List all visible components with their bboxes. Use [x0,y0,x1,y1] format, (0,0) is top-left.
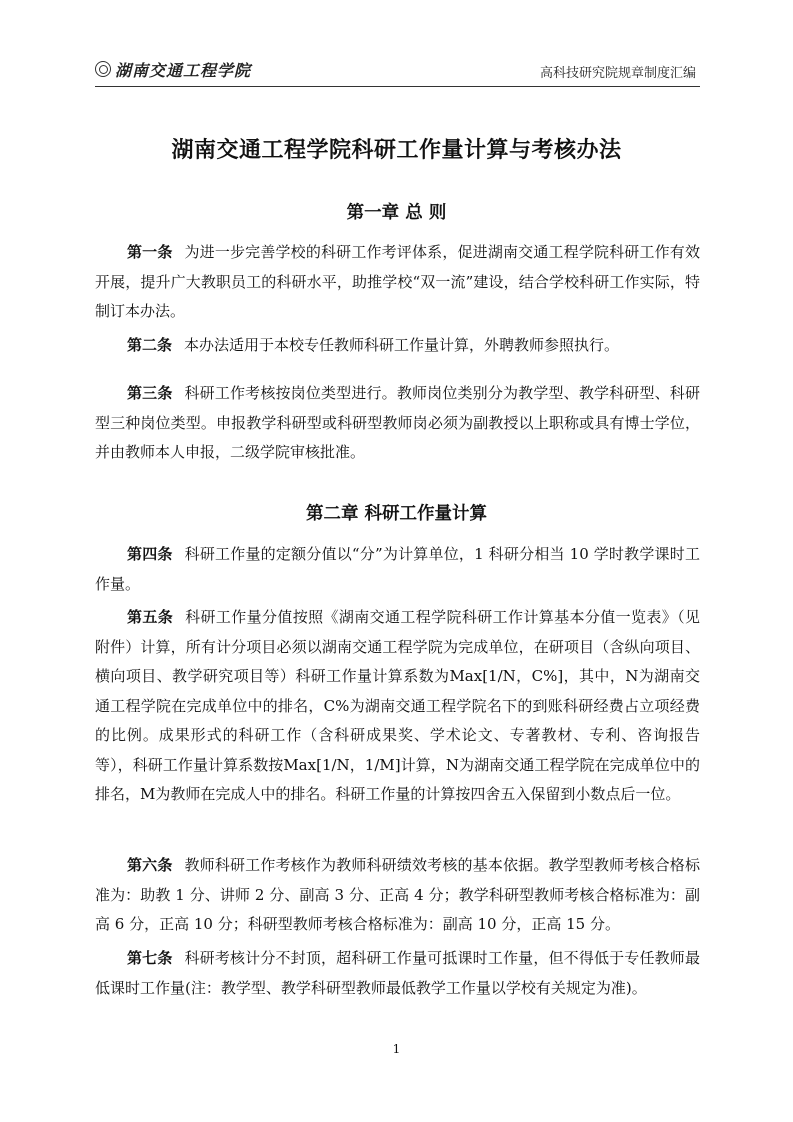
page-header [95,56,700,87]
article-text: 科研工作量分值按照《湖南交通工程学院科研工作计算基本分值一览表》（见附件）计算，所有计分项目必须以湖南交通工程学院为完成单位，在研项目（含纵向项目、横向项目、教学研究项目等）科研工作量计算系数为Max[1/N，C%]，其中，N为湖南交通工程学院在完成单位中的排名，C%为湖南交通工程学院名下的到账科研经费占立项经费的比例。成果形式的科研工作（含科研成果奖、学术论文、专著教材、专利、咨询报告等），科研工作量计算系数按Max[1/N，1/M]计算，N为湖南交通工程学院在完成单位中的排名，M为教师在完成人中的排名。科研工作量的计算按四舍五入保留到小数点后一位。 [95,608,700,803]
article-3 [95,379,700,468]
document-title: 湖南交通工程学院科研工作量计算与考核办法 [171,138,622,163]
article-label: 第五条 [127,608,174,626]
article-label: 第六条 [127,856,173,874]
article-label: 第二条 [127,336,173,354]
logo-text: 湖南交通工程学院 [115,60,252,80]
header-collection-title: 高科技研究院规章制度汇编 [539,66,696,81]
school-seal-icon [95,61,111,77]
article-label: 第七条 [127,949,173,967]
article-label: 第三条 [127,384,173,402]
article-7 [95,944,700,1003]
article-4 [95,540,700,599]
article-2 [95,331,700,361]
article-5 [95,603,700,810]
article-text: 科研工作考核按岗位类型进行。教师岗位类别分为教学型、教学科研型、科研型三种岗位类型。申报教学科研型或科研型教师岗必须为副教授以上职称或具有博士学位，并由教师本人申报，二级学院审核批准。 [95,384,700,461]
article-label: 第四条 [127,545,173,563]
article-1 [95,238,700,327]
chapter-1-heading: 第一章 总 则 [346,203,447,223]
chapter-2-heading: 第二章 科研工作量计算 [305,504,488,524]
article-text: 为进一步完善学校的科研工作考评体系，促进湖南交通工程学院科研工作有效开展，提升广大教职员工的科研水平，助推学校“双一流”建设，结合学校科研工作实际，特制订本办法。 [95,243,700,320]
article-text: 本办法适用于本校专任教师科研工作量计算，外聘教师参照执行。 [184,336,620,354]
article-label: 第一条 [127,243,173,261]
article-text: 教师科研工作考核作为教师科研绩效考核的基本依据。教学型教师考核合格标准为：助教 1 分、讲师 2 分、副高 3 分、正高 4 分；教学科研型教师考核合格标准为：副高 6 分，正高 10 分；科研型教师考核合格标准为：副高 10 分，正高 15 分。 [95,856,700,933]
article-text: 科研考核计分不封顶，超科研工作量可抵课时工作量，但不得低于专任教师最低课时工作量(注：教学型、教学科研型教师最低教学工作量以学校有关规定为准)。 [95,949,700,997]
page-number: 1 [392,1042,401,1056]
school-logo [95,58,251,80]
article-text: 科研工作量的定额分值以“分”为计算单位，1 科研分相当 10 学时教学课时工作量。 [95,545,700,593]
article-6 [95,851,700,940]
